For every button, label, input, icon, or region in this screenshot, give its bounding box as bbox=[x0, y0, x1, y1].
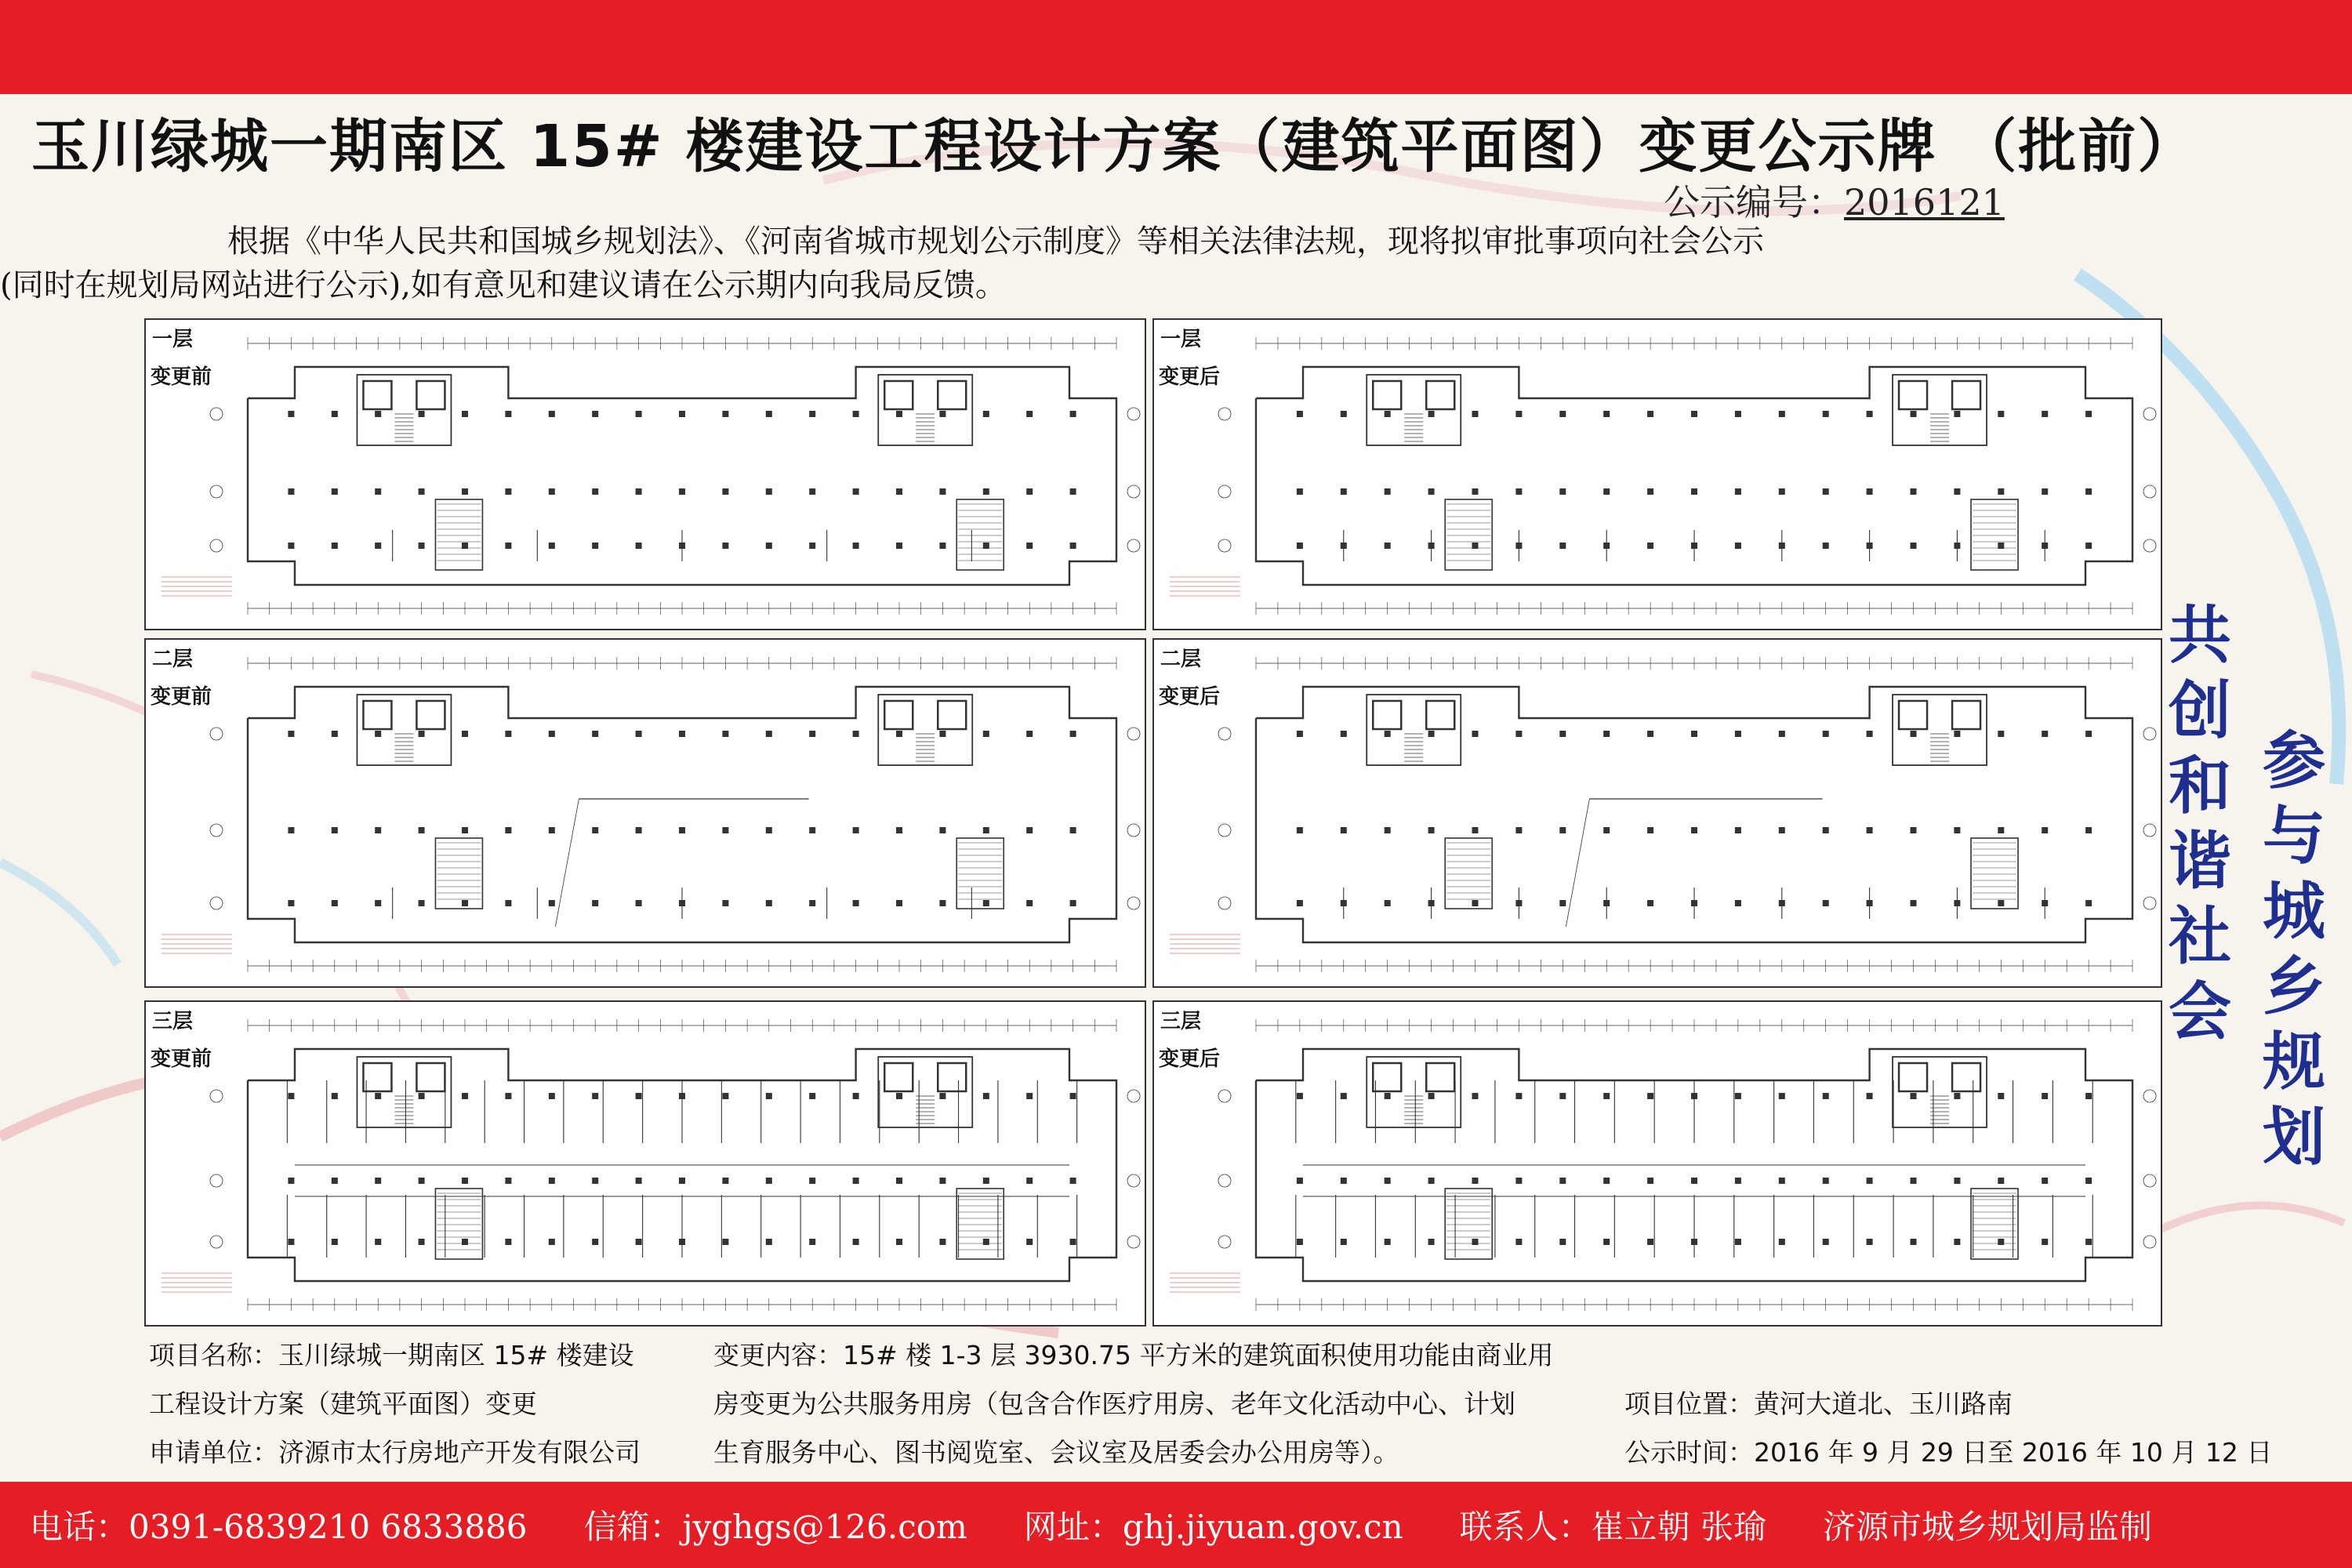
slogan-char: 参 bbox=[2263, 724, 2325, 797]
notice-number bbox=[1664, 174, 2005, 226]
floor-plan-drawing bbox=[146, 640, 1146, 988]
footer-supervisor: 济源市城乡规划局监制 bbox=[1823, 1508, 2153, 1546]
slogan-char: 会 bbox=[2169, 975, 2231, 1048]
floor-plan-panel-3f-after bbox=[1152, 1000, 2162, 1327]
top-red-band bbox=[0, 0, 2352, 94]
floor-label: 一层 bbox=[1160, 328, 1202, 351]
floor-plan-drawing bbox=[146, 1002, 1146, 1327]
footer-contact-bar bbox=[0, 1482, 2352, 1568]
intro-paragraph bbox=[0, 220, 2031, 307]
project-location: 项目位置：黄河大道北、玉川路南 bbox=[1624, 1388, 2013, 1419]
floor-plan-panel-2f-after bbox=[1152, 638, 2162, 988]
applicant: 申请单位：济源市太行房地产开发有限公司 bbox=[149, 1437, 641, 1468]
floor-plan-drawing bbox=[1154, 1002, 2162, 1327]
project-info-left bbox=[149, 1331, 641, 1477]
slogan-char: 与 bbox=[2263, 799, 2325, 873]
change-content-line-2: 房变更为公共服务用房（包含合作医疗用房、老年文化活动中心、计划 bbox=[713, 1388, 1515, 1419]
floor-label: 二层 bbox=[152, 648, 194, 671]
change-content-line-1: 变更内容：15# 楼 1-3 层 3930.75 平方米的建筑面积使用功能由商业用 bbox=[713, 1340, 1554, 1370]
floor-plan-panel-1f-before bbox=[144, 318, 1146, 630]
change-state-label: 变更前 bbox=[151, 365, 212, 389]
slogan-char: 规 bbox=[2263, 1025, 2325, 1098]
notice-period: 公示时间：2016 年 9 月 29 日至 2016 年 10 月 12 日 bbox=[1624, 1437, 2273, 1468]
slogan-char: 城 bbox=[2263, 874, 2325, 948]
floor-plan-drawing bbox=[1154, 320, 2162, 630]
slogan-char: 社 bbox=[2169, 899, 2231, 973]
notice-number-value: 2016121 bbox=[1844, 181, 2005, 223]
change-state-label: 变更后 bbox=[1159, 365, 1221, 389]
change-content bbox=[713, 1331, 1553, 1477]
intro-line-2: (同时在规划局网站进行公示),如有意见和建议请在公示期内向我局反馈。 bbox=[0, 267, 1007, 303]
intro-line-1: 根据《中华人民共和国城乡规划法》、《河南省城市规划公示制度》等相关法律法规，现将拟审批事项向社会公示 bbox=[227, 223, 1764, 260]
slogan-char: 乡 bbox=[2263, 949, 2325, 1023]
project-name-line-1: 项目名称：玉川绿城一期南区 15# 楼建设 bbox=[149, 1340, 634, 1370]
footer-contact: 联系人：崔立朝 张瑜 bbox=[1459, 1508, 1767, 1546]
change-state-label: 变更前 bbox=[151, 1047, 212, 1071]
floor-plan-drawing bbox=[1154, 640, 2162, 988]
slogan-char: 谐 bbox=[2169, 824, 2231, 898]
slogan-char: 划 bbox=[2263, 1100, 2325, 1174]
footer-phone: 电话：0391-6839210 6833886 bbox=[30, 1508, 528, 1546]
slogan-left-column bbox=[2161, 597, 2239, 1049]
floor-plan-panel-3f-before bbox=[144, 1000, 1146, 1327]
floor-plan-panel-1f-after bbox=[1152, 318, 2162, 630]
floor-plan-drawing bbox=[146, 320, 1146, 630]
floor-label: 三层 bbox=[1160, 1010, 1202, 1033]
notice-number-label: 公示编号： bbox=[1664, 181, 1844, 223]
change-state-label: 变更后 bbox=[1159, 1047, 1221, 1071]
change-state-label: 变更前 bbox=[151, 685, 212, 709]
change-content-line-3: 生育服务中心、图书阅览室、会议室及居委会办公用房等）。 bbox=[713, 1437, 1399, 1468]
slogan-char: 共 bbox=[2169, 598, 2231, 672]
floor-label: 三层 bbox=[152, 1010, 194, 1033]
floor-label: 一层 bbox=[152, 328, 194, 351]
slogan-char: 和 bbox=[2169, 749, 2231, 822]
footer-email: 信箱：jyghgs@126.com bbox=[583, 1508, 967, 1546]
slogan-right-column bbox=[2255, 723, 2333, 1174]
change-state-label: 变更后 bbox=[1159, 685, 1221, 709]
floor-label: 二层 bbox=[1160, 648, 1202, 671]
slogan-char: 创 bbox=[2169, 673, 2231, 747]
page-title: 玉川绿城一期南区 15# 楼建设工程设计方案（建筑平面图）变更公示牌 （批前） bbox=[31, 113, 2198, 180]
footer-website: 网址：ghj.jiyuan.gov.cn bbox=[1023, 1508, 1403, 1546]
floor-plan-panel-2f-before bbox=[144, 638, 1146, 988]
project-name-line-2: 工程设计方案（建筑平面图）变更 bbox=[149, 1388, 537, 1419]
project-info-right bbox=[1624, 1380, 2272, 1477]
